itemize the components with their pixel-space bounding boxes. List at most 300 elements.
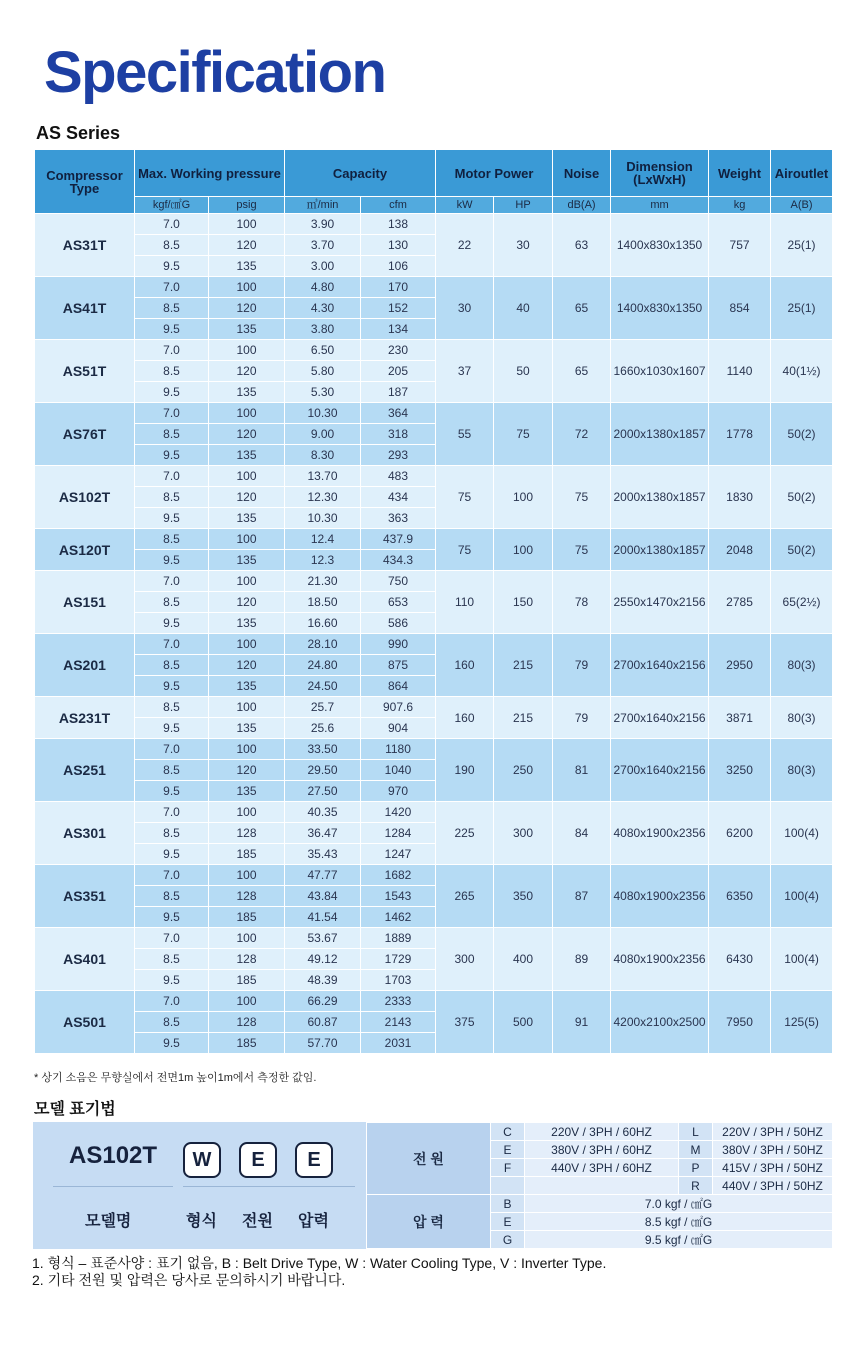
pressure-kgf-cell: 9.5 <box>135 907 209 928</box>
pressure-psig-cell: 128 <box>209 949 285 970</box>
power-value: 415V / 3PH / 50HZ <box>713 1159 833 1177</box>
power-row <box>367 1123 833 1141</box>
capacity-cfm-cell: 907.6 <box>361 697 436 718</box>
motor-hp-cell: 215 <box>494 697 553 739</box>
pressure-psig-cell: 100 <box>209 991 285 1012</box>
weight-cell: 2048 <box>709 529 771 571</box>
capacity-cfm-cell: 138 <box>361 214 436 235</box>
model-group <box>35 739 833 802</box>
dimension-cell: 2000x1380x1857 <box>611 466 709 529</box>
weight-cell: 3250 <box>709 739 771 802</box>
capacity-cfm-cell: 2031 <box>361 1033 436 1054</box>
model-group <box>35 571 833 634</box>
capacity-m3-cell: 3.80 <box>285 319 361 340</box>
capacity-m3-cell: 48.39 <box>285 970 361 991</box>
pressure-code: B <box>491 1195 525 1213</box>
model-group <box>35 865 833 928</box>
model-name: AS251 <box>35 739 135 802</box>
pressure-kgf-cell: 9.5 <box>135 1033 209 1054</box>
pressure-kgf-cell: 9.5 <box>135 970 209 991</box>
capacity-cfm-cell: 1682 <box>361 865 436 886</box>
header-weight: Weight <box>709 150 771 197</box>
model-group <box>35 928 833 991</box>
pressure-psig-cell: 135 <box>209 256 285 277</box>
model-group <box>35 277 833 340</box>
pressure-psig-cell: 120 <box>209 361 285 382</box>
capacity-m3-cell: 10.30 <box>285 403 361 424</box>
noise-cell: 65 <box>553 277 611 340</box>
model-name: AS231T <box>35 697 135 739</box>
dimension-cell: 4080x1900x2356 <box>611 802 709 865</box>
table-row <box>35 277 833 298</box>
power-value: 220V / 3PH / 60HZ <box>525 1123 679 1141</box>
motor-hp-cell: 50 <box>494 340 553 403</box>
motor-kw-cell: 265 <box>436 865 494 928</box>
model-group <box>35 340 833 403</box>
airoutlet-cell: 80(3) <box>771 697 833 739</box>
pressure-kgf-cell: 8.5 <box>135 760 209 781</box>
pressure-kgf-cell: 9.5 <box>135 508 209 529</box>
capacity-cfm-cell: 1543 <box>361 886 436 907</box>
noise-cell: 63 <box>553 214 611 277</box>
noise-cell: 75 <box>553 529 611 571</box>
pressure-row <box>367 1195 833 1213</box>
pressure-kgf-cell: 9.5 <box>135 256 209 277</box>
model-name: AS301 <box>35 802 135 865</box>
model-name: AS351 <box>35 865 135 928</box>
pressure-kgf-cell: 8.5 <box>135 949 209 970</box>
airoutlet-cell: 100(4) <box>771 865 833 928</box>
weight-cell: 6200 <box>709 802 771 865</box>
unit-kgf: kgf/㎠G <box>135 197 209 214</box>
table-row <box>35 571 833 592</box>
pressure-kgf-cell: 8.5 <box>135 235 209 256</box>
motor-kw-cell: 375 <box>436 991 494 1054</box>
pressure-psig-cell: 100 <box>209 403 285 424</box>
capacity-m3-cell: 5.30 <box>285 382 361 403</box>
weight-cell: 1830 <box>709 466 771 529</box>
pressure-kgf-cell: 8.5 <box>135 886 209 907</box>
capacity-m3-cell: 3.90 <box>285 214 361 235</box>
capacity-m3-cell: 25.7 <box>285 697 361 718</box>
power-category: 전 원 <box>367 1123 491 1195</box>
capacity-m3-cell: 24.50 <box>285 676 361 697</box>
pressure-kgf-cell: 8.5 <box>135 592 209 613</box>
model-group <box>35 214 833 277</box>
pressure-kgf-cell: 9.5 <box>135 319 209 340</box>
pressure-psig-cell: 120 <box>209 655 285 676</box>
motor-hp-cell: 150 <box>494 571 553 634</box>
motor-kw-cell: 30 <box>436 277 494 340</box>
motor-kw-cell: 22 <box>436 214 494 277</box>
pressure-psig-cell: 100 <box>209 634 285 655</box>
model-name: AS31T <box>35 214 135 277</box>
dimension-cell: 2000x1380x1857 <box>611 529 709 571</box>
pressure-psig-cell: 135 <box>209 319 285 340</box>
capacity-cfm-cell: 2333 <box>361 991 436 1012</box>
power-code: C <box>491 1123 525 1141</box>
model-group <box>35 466 833 529</box>
capacity-cfm-cell: 363 <box>361 508 436 529</box>
motor-kw-cell: 110 <box>436 571 494 634</box>
model-group <box>35 697 833 739</box>
capacity-cfm-cell: 970 <box>361 781 436 802</box>
unit-kg: kg <box>709 197 771 214</box>
power-code-box: E <box>239 1142 277 1178</box>
weight-cell: 6350 <box>709 865 771 928</box>
capacity-cfm-cell: 437.9 <box>361 529 436 550</box>
capacity-m3-cell: 13.70 <box>285 466 361 487</box>
capacity-cfm-cell: 106 <box>361 256 436 277</box>
model-name: AS120T <box>35 529 135 571</box>
pressure-kgf-cell: 8.5 <box>135 655 209 676</box>
table-row <box>35 340 833 361</box>
model-name: AS401 <box>35 928 135 991</box>
dimension-cell: 1400x830x1350 <box>611 214 709 277</box>
unit-ab: A(B) <box>771 197 833 214</box>
pressure-psig-cell: 100 <box>209 802 285 823</box>
pressure-kgf-cell: 7.0 <box>135 214 209 235</box>
pressure-kgf-cell: 9.5 <box>135 613 209 634</box>
pressure-kgf-cell: 7.0 <box>135 571 209 592</box>
capacity-m3-cell: 12.3 <box>285 550 361 571</box>
capacity-m3-cell: 12.30 <box>285 487 361 508</box>
motor-kw-cell: 75 <box>436 529 494 571</box>
capacity-m3-cell: 9.00 <box>285 424 361 445</box>
example-model: AS102T <box>69 1142 158 1169</box>
power-code <box>491 1177 525 1195</box>
airoutlet-cell: 100(4) <box>771 802 833 865</box>
pressure-category: 압 력 <box>367 1195 491 1249</box>
capacity-m3-cell: 5.80 <box>285 361 361 382</box>
capacity-cfm-cell: 483 <box>361 466 436 487</box>
motor-hp-cell: 250 <box>494 739 553 802</box>
header-airoutlet: Airoutlet <box>771 150 833 197</box>
pressure-psig-cell: 100 <box>209 214 285 235</box>
pressure-kgf-cell: 7.0 <box>135 277 209 298</box>
pressure-psig-cell: 185 <box>209 844 285 865</box>
motor-kw-cell: 160 <box>436 634 494 697</box>
weight-cell: 854 <box>709 277 771 340</box>
weight-cell: 1778 <box>709 403 771 466</box>
pressure-psig-cell: 128 <box>209 1012 285 1033</box>
pressure-psig-cell: 120 <box>209 760 285 781</box>
pressure-kgf-cell: 7.0 <box>135 340 209 361</box>
noise-cell: 84 <box>553 802 611 865</box>
unit-cfm: cfm <box>361 197 436 214</box>
capacity-cfm-cell: 1284 <box>361 823 436 844</box>
noise-cell: 87 <box>553 865 611 928</box>
airoutlet-cell: 25(1) <box>771 277 833 340</box>
noise-cell: 89 <box>553 928 611 991</box>
capacity-m3-cell: 21.30 <box>285 571 361 592</box>
model-name: AS501 <box>35 991 135 1054</box>
pressure-kgf-cell: 7.0 <box>135 802 209 823</box>
motor-kw-cell: 190 <box>436 739 494 802</box>
pressure-psig-cell: 185 <box>209 1033 285 1054</box>
pressure-kgf-cell: 9.5 <box>135 781 209 802</box>
model-name: AS76T <box>35 403 135 466</box>
motor-kw-cell: 37 <box>436 340 494 403</box>
header-capacity: Capacity <box>285 150 436 197</box>
header-dimension: Dimension (LxWxH) <box>611 150 709 197</box>
capacity-m3-cell: 35.43 <box>285 844 361 865</box>
table-row <box>35 802 833 823</box>
weight-cell: 7950 <box>709 991 771 1054</box>
pressure-code-box: E <box>295 1142 333 1178</box>
pressure-psig-cell: 120 <box>209 235 285 256</box>
power-code: P <box>679 1159 713 1177</box>
dimension-cell: 2700x1640x2156 <box>611 697 709 739</box>
pressure-psig-cell: 100 <box>209 529 285 550</box>
airoutlet-cell: 125(5) <box>771 991 833 1054</box>
dimension-cell: 1660x1030x1607 <box>611 340 709 403</box>
capacity-cfm-cell: 1729 <box>361 949 436 970</box>
model-group <box>35 802 833 865</box>
capacity-m3-cell: 10.30 <box>285 508 361 529</box>
pressure-psig-cell: 120 <box>209 424 285 445</box>
pressure-psig-cell: 100 <box>209 739 285 760</box>
unit-m3min: ㎥/min <box>285 197 361 214</box>
model-group <box>35 403 833 466</box>
header-motor-power: Motor Power <box>436 150 553 197</box>
model-name: AS151 <box>35 571 135 634</box>
capacity-cfm-cell: 1040 <box>361 760 436 781</box>
capacity-m3-cell: 53.67 <box>285 928 361 949</box>
airoutlet-cell: 100(4) <box>771 928 833 991</box>
pressure-psig-cell: 100 <box>209 277 285 298</box>
capacity-m3-cell: 25.6 <box>285 718 361 739</box>
dimension-cell: 2700x1640x2156 <box>611 634 709 697</box>
dimension-cell: 2000x1380x1857 <box>611 403 709 466</box>
dimension-cell: 1400x830x1350 <box>611 277 709 340</box>
motor-kw-cell: 225 <box>436 802 494 865</box>
pressure-kgf-cell: 8.5 <box>135 487 209 508</box>
capacity-cfm-cell: 130 <box>361 235 436 256</box>
pressure-kgf-cell: 9.5 <box>135 676 209 697</box>
weight-cell: 2950 <box>709 634 771 697</box>
note-1: 1. 형식 – 표준사양 : 표기 없음, B : Belt Drive Type, W : Water Cooling Type, V : Inverter Type. <box>32 1255 607 1271</box>
motor-hp-cell: 100 <box>494 529 553 571</box>
capacity-cfm-cell: 170 <box>361 277 436 298</box>
capacity-cfm-cell: 1889 <box>361 928 436 949</box>
capacity-m3-cell: 60.87 <box>285 1012 361 1033</box>
capacity-m3-cell: 6.50 <box>285 340 361 361</box>
capacity-cfm-cell: 2143 <box>361 1012 436 1033</box>
power-code: R <box>679 1177 713 1195</box>
power-code: L <box>679 1123 713 1141</box>
pressure-kgf-cell: 8.5 <box>135 424 209 445</box>
pressure-psig-cell: 128 <box>209 823 285 844</box>
capacity-cfm-cell: 586 <box>361 613 436 634</box>
capacity-m3-cell: 16.60 <box>285 613 361 634</box>
noise-cell: 91 <box>553 991 611 1054</box>
pressure-psig-cell: 100 <box>209 571 285 592</box>
capacity-cfm-cell: 904 <box>361 718 436 739</box>
label-type: 형식 <box>186 1213 217 1230</box>
airoutlet-cell: 65(2½) <box>771 571 833 634</box>
pressure-psig-cell: 135 <box>209 781 285 802</box>
capacity-cfm-cell: 1247 <box>361 844 436 865</box>
capacity-m3-cell: 4.80 <box>285 277 361 298</box>
power-pressure-table <box>366 1122 833 1249</box>
model-notation-example <box>33 1122 366 1249</box>
table-row <box>35 214 833 235</box>
label-pressure: 압력 <box>298 1213 329 1230</box>
capacity-cfm-cell: 187 <box>361 382 436 403</box>
pressure-psig-cell: 135 <box>209 550 285 571</box>
dimension-cell: 4080x1900x2356 <box>611 928 709 991</box>
divider <box>53 1186 173 1187</box>
pressure-psig-cell: 135 <box>209 613 285 634</box>
capacity-cfm-cell: 653 <box>361 592 436 613</box>
weight-cell: 6430 <box>709 928 771 991</box>
capacity-cfm-cell: 152 <box>361 298 436 319</box>
motor-hp-cell: 500 <box>494 991 553 1054</box>
pressure-kgf-cell: 9.5 <box>135 382 209 403</box>
power-value: 440V / 3PH / 50HZ <box>713 1177 833 1195</box>
pressure-psig-cell: 135 <box>209 718 285 739</box>
dimension-cell: 2550x1470x2156 <box>611 571 709 634</box>
power-code: M <box>679 1141 713 1159</box>
capacity-m3-cell: 18.50 <box>285 592 361 613</box>
pressure-value: 9.5 kgf / ㎠G <box>525 1231 833 1249</box>
table-row <box>35 865 833 886</box>
notes <box>32 1255 606 1289</box>
power-value: 220V / 3PH / 50HZ <box>713 1123 833 1141</box>
header-noise: Noise <box>553 150 611 197</box>
pressure-kgf-cell: 8.5 <box>135 823 209 844</box>
table-row <box>35 634 833 655</box>
pressure-kgf-cell: 9.5 <box>135 550 209 571</box>
model-name: AS41T <box>35 277 135 340</box>
motor-kw-cell: 75 <box>436 466 494 529</box>
label-power: 전원 <box>242 1213 273 1230</box>
model-notation-panel <box>33 1122 832 1249</box>
model-notation-title: 모델 표기법 <box>34 1101 116 1118</box>
header-compressor-type: Compressor Type <box>35 150 135 214</box>
airoutlet-cell: 40(1½) <box>771 340 833 403</box>
pressure-kgf-cell: 7.0 <box>135 466 209 487</box>
label-model-name: 모델명 <box>85 1213 132 1230</box>
spec-table <box>34 149 833 1054</box>
pressure-kgf-cell: 9.5 <box>135 445 209 466</box>
unit-dba: dB(A) <box>553 197 611 214</box>
motor-hp-cell: 350 <box>494 865 553 928</box>
pressure-value: 7.0 kgf / ㎠G <box>525 1195 833 1213</box>
motor-hp-cell: 215 <box>494 634 553 697</box>
capacity-cfm-cell: 293 <box>361 445 436 466</box>
capacity-m3-cell: 49.12 <box>285 949 361 970</box>
capacity-m3-cell: 33.50 <box>285 739 361 760</box>
capacity-m3-cell: 47.77 <box>285 865 361 886</box>
footnote: * 상기 소음은 무향실에서 전면1m 높이1m에서 측정한 값임. <box>34 1072 317 1084</box>
header-pressure: Max. Working pressure <box>135 150 285 197</box>
divider <box>183 1186 355 1187</box>
capacity-cfm-cell: 1420 <box>361 802 436 823</box>
pressure-kgf-cell: 8.5 <box>135 529 209 550</box>
capacity-cfm-cell: 750 <box>361 571 436 592</box>
power-value: 380V / 3PH / 50HZ <box>713 1141 833 1159</box>
noise-cell: 65 <box>553 340 611 403</box>
capacity-cfm-cell: 364 <box>361 403 436 424</box>
motor-hp-cell: 30 <box>494 214 553 277</box>
capacity-m3-cell: 28.10 <box>285 634 361 655</box>
power-value <box>525 1177 679 1195</box>
pressure-kgf-cell: 9.5 <box>135 718 209 739</box>
airoutlet-cell: 80(3) <box>771 634 833 697</box>
pressure-kgf-cell: 8.5 <box>135 1012 209 1033</box>
capacity-cfm-cell: 864 <box>361 676 436 697</box>
pressure-psig-cell: 100 <box>209 697 285 718</box>
motor-kw-cell: 300 <box>436 928 494 991</box>
unit-hp: HP <box>494 197 553 214</box>
airoutlet-cell: 50(2) <box>771 403 833 466</box>
pressure-psig-cell: 135 <box>209 445 285 466</box>
capacity-cfm-cell: 134 <box>361 319 436 340</box>
airoutlet-cell: 50(2) <box>771 466 833 529</box>
pressure-psig-cell: 135 <box>209 508 285 529</box>
page-title: Specification <box>44 40 386 105</box>
power-value: 440V / 3PH / 60HZ <box>525 1159 679 1177</box>
motor-hp-cell: 400 <box>494 928 553 991</box>
pressure-psig-cell: 100 <box>209 865 285 886</box>
pressure-kgf-cell: 8.5 <box>135 298 209 319</box>
pressure-psig-cell: 128 <box>209 886 285 907</box>
pressure-kgf-cell: 7.0 <box>135 634 209 655</box>
airoutlet-cell: 80(3) <box>771 739 833 802</box>
pressure-psig-cell: 135 <box>209 382 285 403</box>
pressure-kgf-cell: 9.5 <box>135 844 209 865</box>
table-row <box>35 928 833 949</box>
capacity-cfm-cell: 434 <box>361 487 436 508</box>
model-name: AS51T <box>35 340 135 403</box>
capacity-m3-cell: 29.50 <box>285 760 361 781</box>
pressure-code: G <box>491 1231 525 1249</box>
capacity-m3-cell: 12.4 <box>285 529 361 550</box>
power-code: F <box>491 1159 525 1177</box>
noise-cell: 79 <box>553 634 611 697</box>
capacity-m3-cell: 43.84 <box>285 886 361 907</box>
airoutlet-cell: 25(1) <box>771 214 833 277</box>
dimension-cell: 4080x1900x2356 <box>611 865 709 928</box>
model-name: AS201 <box>35 634 135 697</box>
weight-cell: 757 <box>709 214 771 277</box>
dimension-cell: 4200x2100x2500 <box>611 991 709 1054</box>
capacity-m3-cell: 8.30 <box>285 445 361 466</box>
pressure-kgf-cell: 7.0 <box>135 739 209 760</box>
capacity-m3-cell: 57.70 <box>285 1033 361 1054</box>
pressure-psig-cell: 120 <box>209 592 285 613</box>
capacity-cfm-cell: 875 <box>361 655 436 676</box>
motor-kw-cell: 160 <box>436 697 494 739</box>
pressure-kgf-cell: 7.0 <box>135 928 209 949</box>
capacity-m3-cell: 27.50 <box>285 781 361 802</box>
pressure-code: E <box>491 1213 525 1231</box>
pressure-psig-cell: 185 <box>209 907 285 928</box>
model-group <box>35 529 833 571</box>
pressure-psig-cell: 100 <box>209 466 285 487</box>
capacity-m3-cell: 24.80 <box>285 655 361 676</box>
capacity-m3-cell: 41.54 <box>285 907 361 928</box>
table-row <box>35 403 833 424</box>
unit-kw: kW <box>436 197 494 214</box>
capacity-m3-cell: 66.29 <box>285 991 361 1012</box>
capacity-cfm-cell: 990 <box>361 634 436 655</box>
capacity-m3-cell: 3.00 <box>285 256 361 277</box>
note-2: 2. 기타 전원 및 압력은 당사로 문의하시기 바랍니다. <box>32 1272 346 1288</box>
capacity-m3-cell: 40.35 <box>285 802 361 823</box>
